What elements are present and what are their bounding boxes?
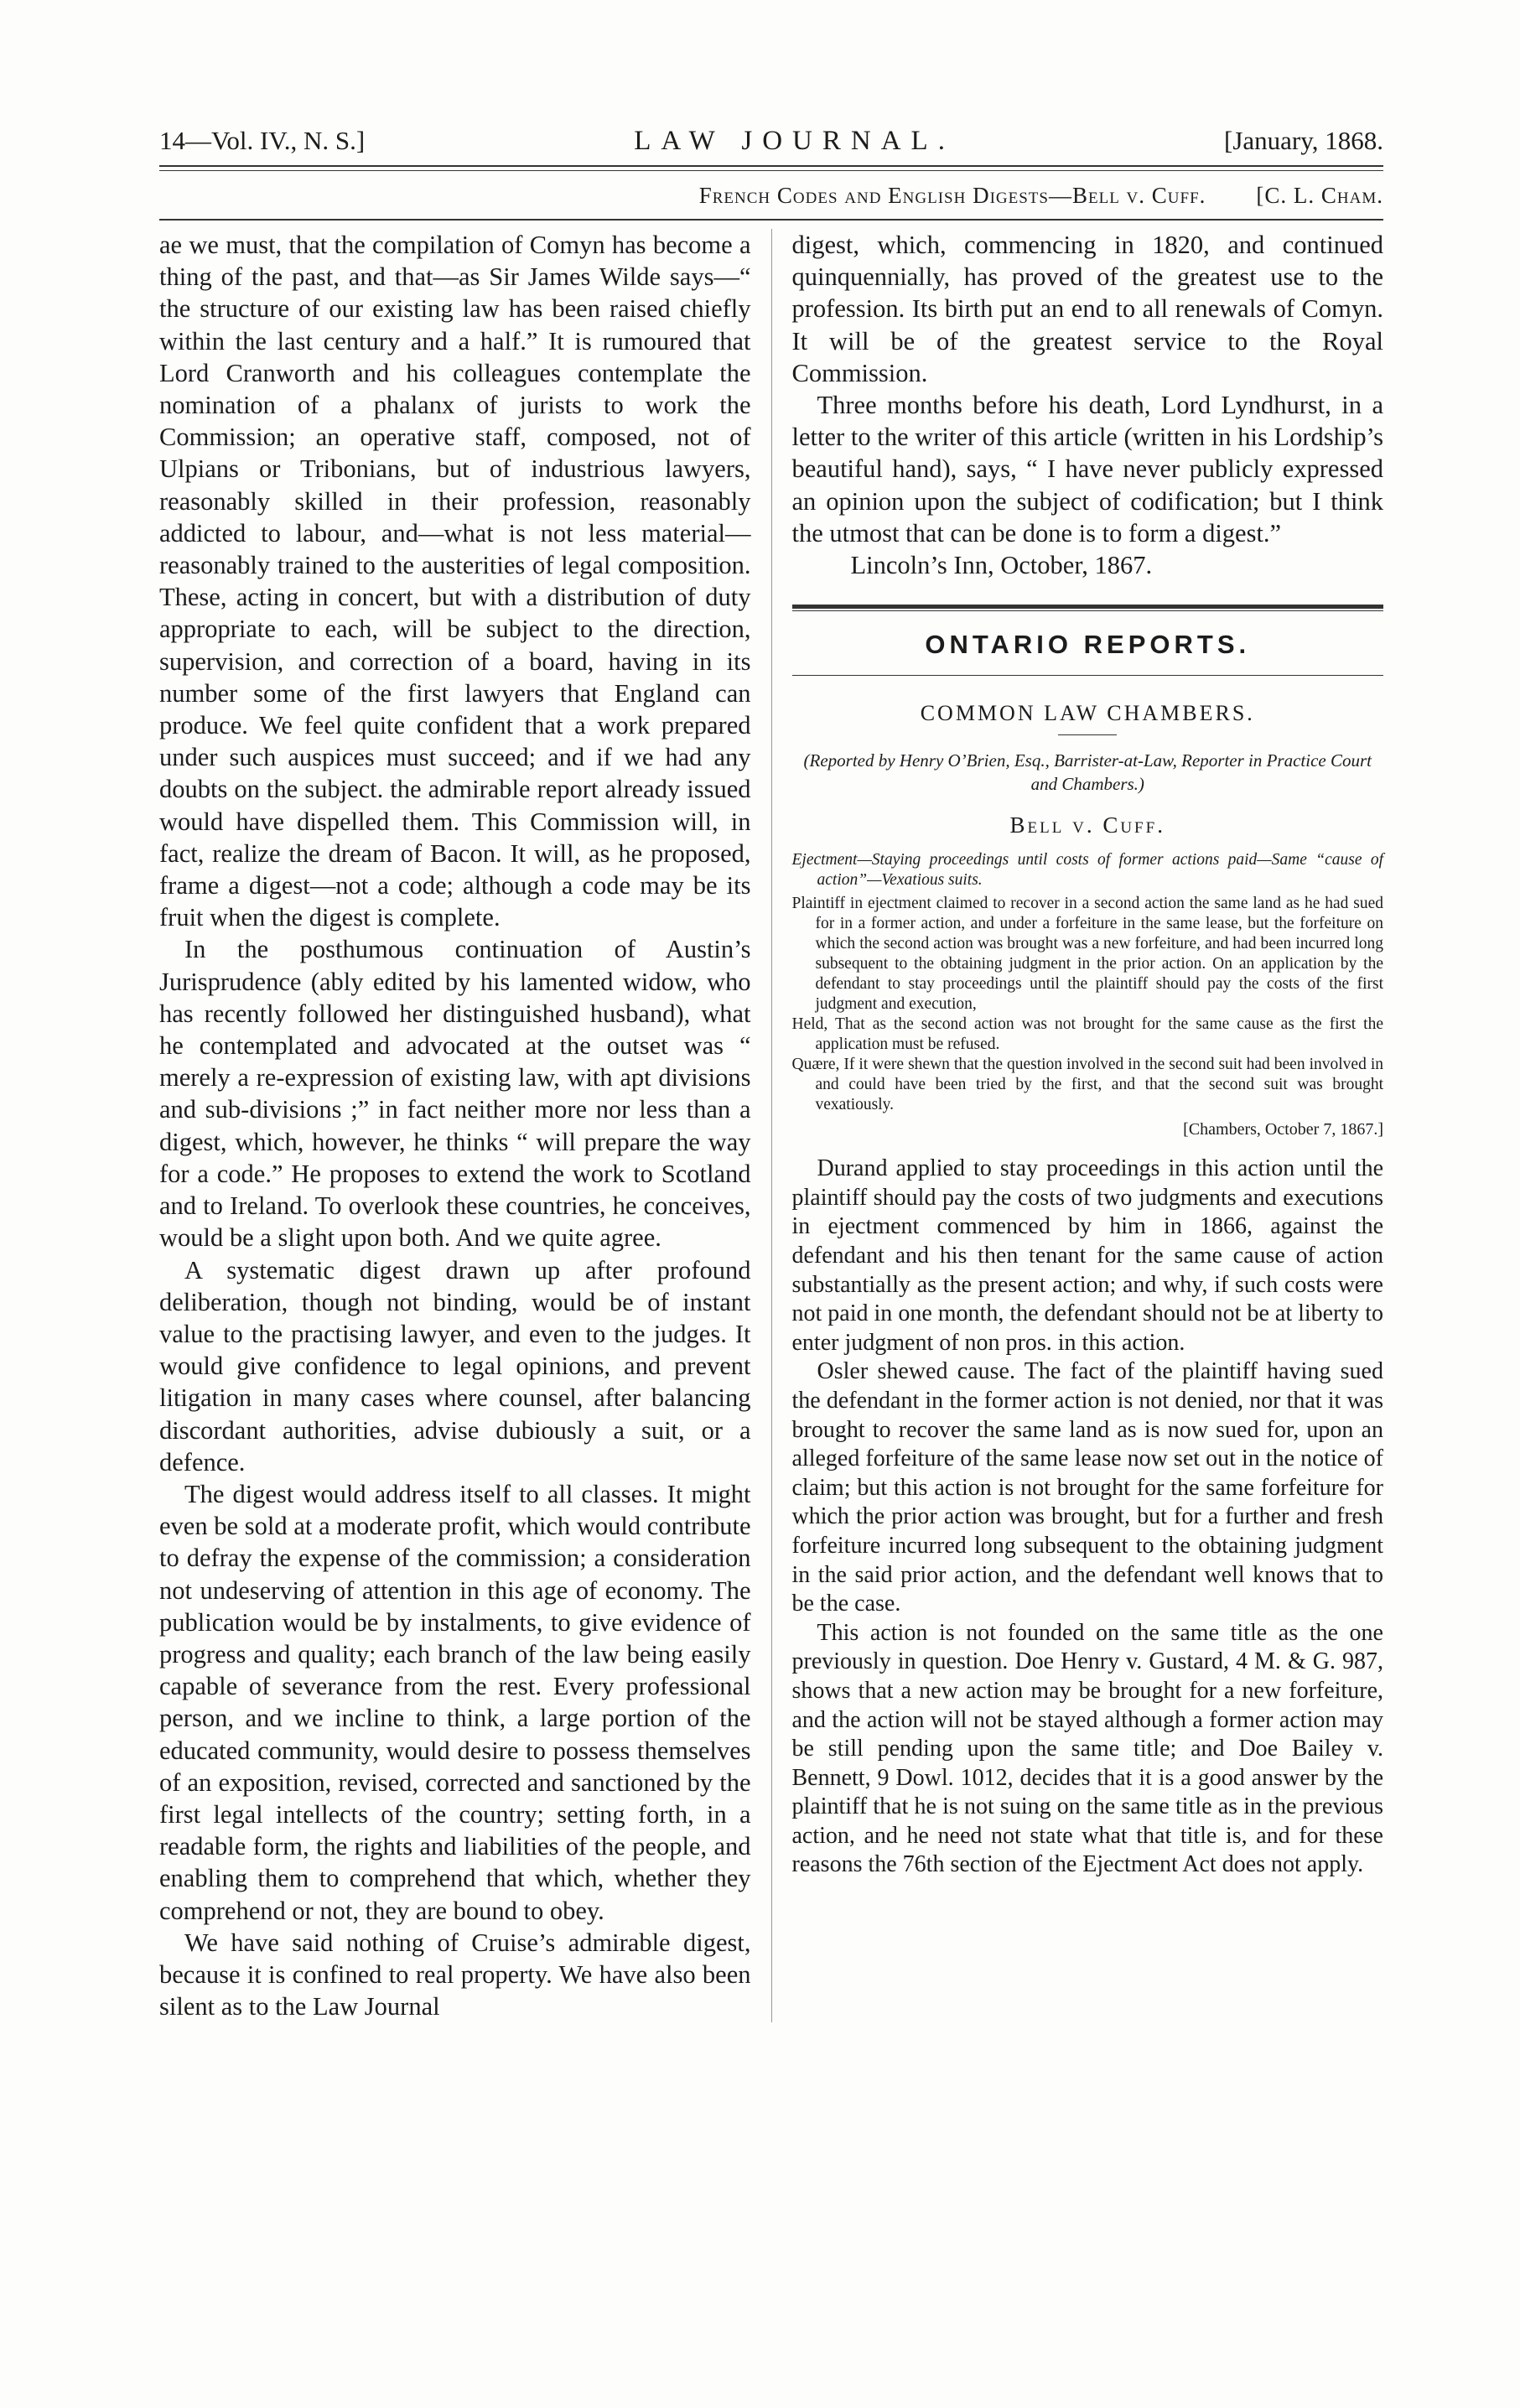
case-title: Bell v. Cuff. bbox=[1009, 812, 1165, 838]
journal-page bbox=[159, 126, 1383, 2022]
paragraph: A systematic digest drawn up after profound deliberation, though not binding, would be of instant value to the practising lawyer, and even to the judges. It would give confidence to legal opinions, and prevent litigation in many cases where counsel, after balancing discordant authorities, advise dubiously a suit, or a defence. bbox=[159, 1255, 751, 1476]
section-thin-rule bbox=[792, 675, 1384, 676]
paragraph: Osler shewed cause. The fact of the plaintiff having sued the defendant in the former action is not denied, nor that it was brought to recover the same land as is now sued for, upon an alleged forfeiture of the same lease now set out in the notice of claim; but this action is not brought for the same forfeiture for which the prior action was brought, but for a further and fresh forfeiture incurred long subsequent to the obtaining judgment in the said prior action, and the defendant well knows that to be the case. bbox=[791, 1358, 1383, 1617]
paragraph: This action is not founded on the same title as the one previously in question. Doe Henry v. Gustard, 4 M. & G. 987, shows that a new action may be brought for a new forfeiture, and the action will not be stayed although a former action may be still pending upon the same title; and Doe Bailey v. Bennett, 9 Dowl. 1012, decides that it is a good answer by the plaintiff that he is not suing on the same title as in the previous action, and he need not state what that title is, and for these reasons the 76th section of the Ejectment Act does not apply. bbox=[791, 1619, 1383, 1878]
reporter-note: (Reported by Henry O’Brien, Esq., Barrister-at-Law, Reporter in Practice Court and Chambers.) bbox=[803, 750, 1372, 795]
running-head bbox=[159, 126, 1383, 157]
paragraph: The digest would address itself to all classes. It might even be sold at a moderate profit, which would contribute to defray the expense of the commission; a consideration not undeserving of attention in this age of economy. The publication would be by instalments, to give evidence of progress and quality; each branch of the law being easily capable of severance from the rest. Every professional person, and we incline to think, a large portion of the educated community, would desire to possess themselves of an exposition, revised, corrected and sanctioned by the first legal intellects of the country; setting forth, in a readable form, the rights and liabilities of the people, and enabling them to comprehend that which, whether they comprehend or not, they are bound to obey. bbox=[159, 1479, 751, 1925]
subhead bbox=[159, 183, 1383, 209]
paragraph: We have said nothing of Cruise’s admirable digest, because it is confined to real property. We have also been silent as to the Law Journal bbox=[159, 1928, 751, 2021]
signoff: Lincoln’s Inn, October, 1867. bbox=[850, 551, 1153, 580]
paragraph: digest, which, commencing in 1820, and continued quinquennially, has proved of the greatest use to the profession. Its birth put an end to all renewals of Comyn. It will be of the greatest service to the Royal Commission. bbox=[791, 231, 1383, 387]
column-divider bbox=[771, 229, 772, 2022]
paragraph: In the posthumous continuation of Austin’s Jurisprudence (ably edited by his lamented widow, who has recently followed her distinguished husband), what he contemplated and advocated at the outset was “ merely a re-expression of existing law, with apt divisions and sub-divisions ;” in fact neither more nor less than a digest, which, however, he thinks “ will prepare the way for a code.” He proposes to extend the work to Scotland and to Ireland. To overlook these countries, he conceives, would be a slight upon both. And we quite agree. bbox=[159, 935, 751, 1253]
chambers-date: [Chambers, October 7, 1867.] bbox=[1183, 1120, 1383, 1139]
issue-date: [January, 1868. bbox=[1224, 126, 1383, 155]
headnote-quaere: Quære, If it were shewn that the question involved in the second suit had been involved in and could have been tried by the first, and that the second suit was brought vexatiously. bbox=[791, 1056, 1383, 1114]
subhead-articles: French Codes and English Digests—Bell v. Cuff. bbox=[698, 183, 1206, 208]
headnote-paragraph: Plaintiff in ejectment claimed to recover in a second action the same land as he had sued for in a former action, and under a forfeiture in the same lease, but the forfeiture on which the second action was brought was a new forfeiture, and had been incurred long subsequent to the obtaining judgment in the prior action. On an application by the defendant to stay proceedings until the plaintiff should pay the costs of the first judgment and execution, bbox=[791, 895, 1383, 1014]
right-column bbox=[792, 229, 1384, 2022]
left-column bbox=[159, 229, 751, 2022]
section-rule bbox=[792, 605, 1384, 611]
section-title: ONTARIO REPORTS. bbox=[925, 630, 1251, 660]
subhead-rule bbox=[159, 219, 1383, 221]
header-rule bbox=[159, 165, 1383, 171]
court-rule bbox=[1058, 734, 1117, 735]
paragraph: Three months before his death, Lord Lyndhurst, in a letter to the writer of this article (written in his Lordship’s beautiful hand), says, “ I have never publicly expressed an opinion upon the subject of codification; but I think the utmost that can be done is to form a digest.” bbox=[791, 391, 1383, 548]
two-column-body bbox=[159, 229, 1383, 2022]
court-title: COMMON LAW CHAMBERS. bbox=[920, 701, 1255, 726]
journal-title: LAW JOURNAL. bbox=[634, 126, 955, 156]
headnote-catchline: Ejectment—Staying proceedings until costs of former actions paid—Same “cause of action”—Vexatious suits. bbox=[791, 851, 1383, 890]
paragraph: Durand applied to stay proceedings in this action until the plaintiff should pay the costs of two judgments and executions in ejectment commenced by him in 1866, against the defendant and his then tenant for the same cause of action substantially as the present action; and why, if such costs were not paid in one month, the defendant should not be at liberty to enter judgment of non pros. in this action. bbox=[791, 1155, 1383, 1356]
headnote bbox=[792, 850, 1384, 1115]
volume-label: 14—Vol. IV., N. S.] bbox=[159, 126, 366, 155]
paragraph: ae we must, that the compilation of Comyn has become a thing of the past, and that—as Sir James Wilde says—“ the structure of our existing law has been raised chiefly within the last century and a half.” It is rumoured that Lord Cranworth and his colleagues contemplate the nomination of a phalanx of jurists to work the Commission; an operative staff, composed, not of Ulpians or Tribonians, but of industrious lawyers, reasonably skilled in their profession, reasonably addicted to labour, and—what is not less material—reasonably trained to the austerities of legal composition. These, acting in concert, but with a distribution of duty appropriate to each, will be subject to the direction, supervision, and correction of a board, having in its number some of the first lawyers that England can produce. We feel quite confident that a work prepared under such auspices must succeed; and if we had any doubts on the subject. the admirable report already issued would have dispelled them. This Commission will, in fact, realize the dream of Bacon. It will, as he proposed, frame a digest—not a code; although a code may be its fruit when the digest is complete. bbox=[159, 231, 751, 932]
subhead-court: [C. L. Cham. bbox=[1256, 183, 1383, 208]
headnote-held: Held, That as the second action was not brought for the same cause as the first the application must be refused. bbox=[791, 1015, 1383, 1054]
